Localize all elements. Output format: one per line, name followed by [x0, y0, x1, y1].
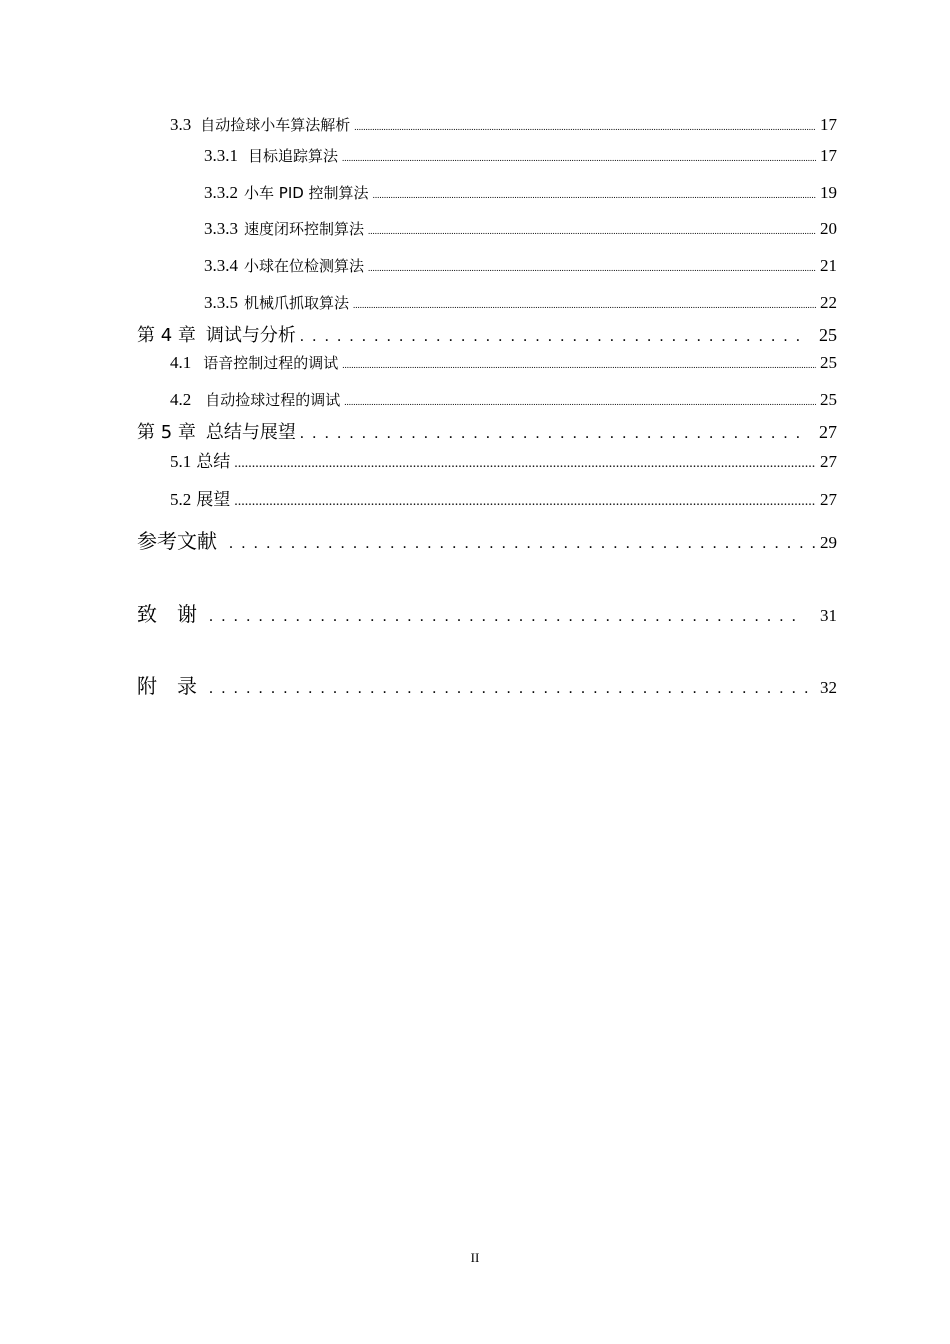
toc-entry-page: 22	[820, 293, 837, 312]
toc-entry-title: 机械爪抓取算法	[244, 294, 350, 312]
toc-entry-chapter-5[interactable]	[137, 418, 837, 444]
toc-entry-number: 3.3.4	[204, 256, 238, 275]
toc-entry-page: 17	[820, 146, 837, 165]
toc-entry-title: 调试与分析	[205, 325, 296, 346]
dot-leader	[342, 353, 816, 373]
toc-entry-title: 语音控制过程的调试	[203, 354, 339, 372]
page-number-footer: II	[470, 1250, 480, 1265]
toc-entry-title: 目标追踪算法	[248, 147, 339, 165]
toc-entry-3-3-5[interactable]	[204, 292, 837, 313]
toc-entry-3-3-2[interactable]	[204, 182, 837, 203]
toc-chapter-number: 第 4 章	[137, 325, 196, 346]
toc-entry-title: 总结与展望	[205, 422, 296, 443]
dot-leader	[234, 452, 816, 472]
dot-leader	[209, 602, 804, 626]
toc-entry-title: 小球在位检测算法	[244, 257, 365, 275]
toc-entry-number: 3.3	[170, 115, 192, 134]
dot-leader	[209, 674, 816, 698]
toc-entry-page: 19	[820, 183, 837, 202]
dot-leader	[368, 219, 816, 239]
dot-leader	[354, 115, 816, 135]
toc-entry-3-3-4[interactable]	[204, 255, 837, 276]
toc-entry-acknowledgements[interactable]	[137, 598, 837, 627]
toc-entry-title: 小车 PID 控制算法	[244, 184, 369, 202]
toc-entry-number: 4.1	[170, 353, 192, 372]
dot-leader	[234, 490, 816, 510]
toc-entry-page: 21	[820, 256, 837, 275]
dot-leader	[229, 529, 816, 553]
dot-leader	[300, 325, 803, 346]
toc-entry-references[interactable]	[137, 525, 837, 554]
toc-entry-page: 25	[820, 353, 837, 372]
toc-entry-title: 速度闭环控制算法	[244, 220, 365, 238]
toc-entry-number: 3.3.1	[204, 146, 238, 165]
toc-entry-5-1[interactable]	[170, 447, 837, 472]
dot-leader	[353, 293, 816, 313]
toc-entry-page: 31	[820, 606, 837, 625]
toc-entry-page: 27	[819, 422, 837, 442]
toc-entry-number: 3.3.5	[204, 293, 238, 312]
toc-entry-4-1[interactable]	[170, 352, 837, 373]
toc-entry-number: 5.2	[170, 490, 192, 509]
toc-entry-page: 27	[820, 452, 837, 471]
toc-chapter-number: 第 5 章	[137, 422, 196, 443]
toc-entry-title: 附 录	[137, 674, 197, 698]
toc-entry-page: 32	[820, 678, 837, 697]
toc-entry-3-3-1[interactable]	[204, 145, 837, 166]
toc-entry-3-3[interactable]	[170, 114, 837, 135]
toc-entry-number: 3.3.2	[204, 183, 238, 202]
dot-leader	[342, 146, 816, 166]
toc-entry-title: 自动捡球小车算法解析	[200, 116, 351, 134]
toc-entry-title: 参考文献	[137, 529, 217, 553]
toc-entry-appendix[interactable]	[137, 670, 837, 699]
toc-entry-title: 展望	[196, 490, 231, 510]
toc-entry-page: 25	[819, 325, 837, 345]
dot-leader	[368, 256, 816, 276]
toc-entry-number: 3.3.3	[204, 219, 238, 238]
toc-entry-page: 29	[820, 533, 837, 552]
toc-entry-page: 25	[820, 390, 837, 409]
toc-entry-5-2[interactable]	[170, 485, 837, 510]
toc-entry-page: 17	[820, 115, 837, 134]
dot-leader	[344, 390, 816, 410]
toc-entry-page: 27	[820, 490, 837, 509]
toc-entry-title: 致 谢	[137, 602, 197, 626]
toc-entry-number: 4.2	[170, 390, 192, 409]
toc-entry-3-3-3[interactable]	[204, 218, 837, 239]
dot-leader	[373, 183, 816, 203]
toc-entry-title: 自动捡球过程的调试	[205, 391, 341, 409]
dot-leader	[300, 422, 803, 443]
toc-entry-chapter-4[interactable]	[137, 321, 837, 347]
toc-entry-title: 总结	[196, 452, 231, 472]
toc-entry-4-2[interactable]	[170, 389, 837, 410]
toc-entry-number: 5.1	[170, 452, 192, 471]
toc-entry-page: 20	[820, 219, 837, 238]
